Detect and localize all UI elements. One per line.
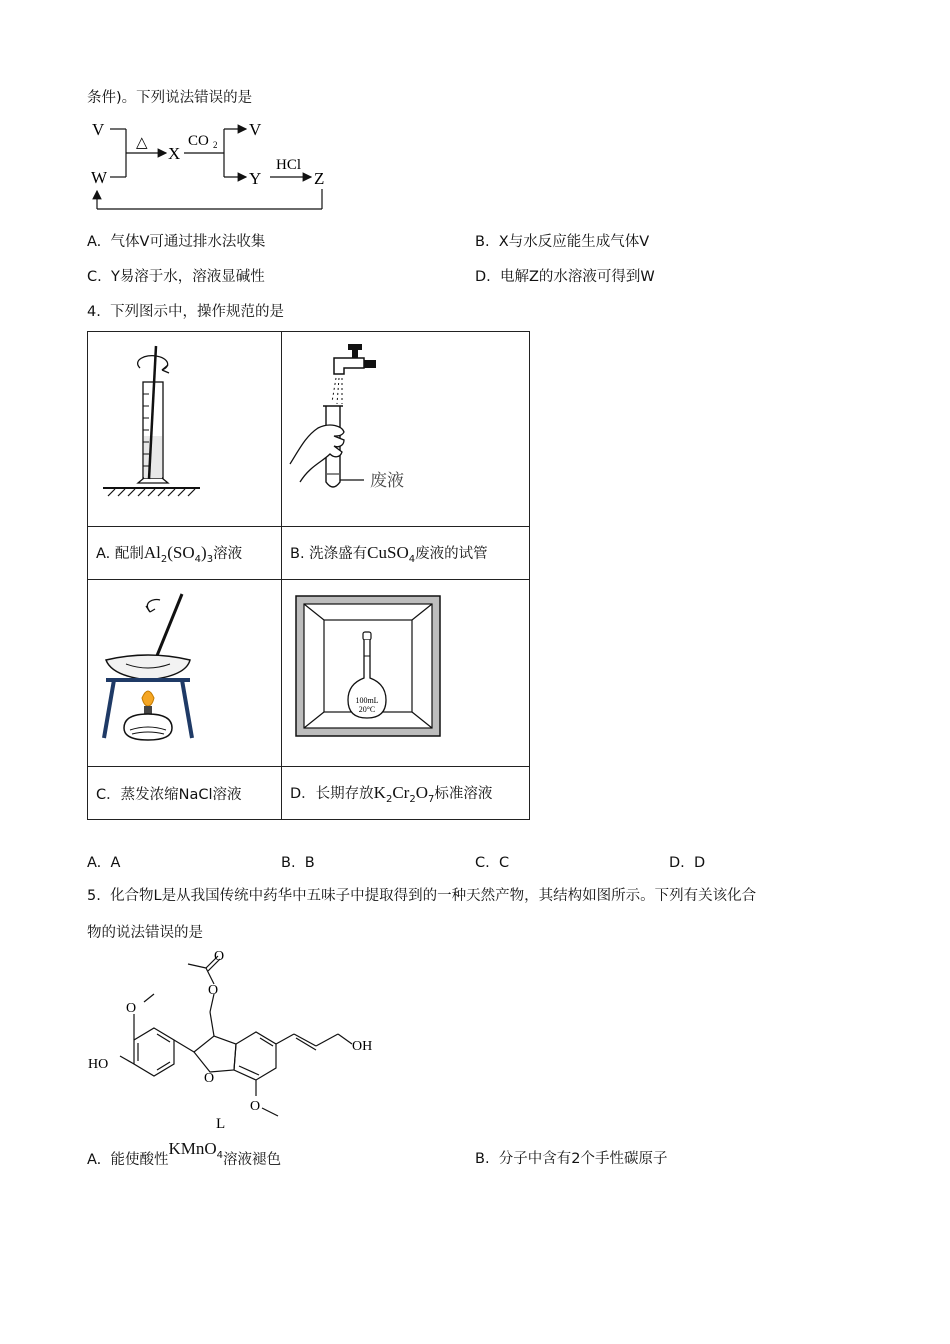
q4-option-a[interactable]: A. A bbox=[87, 855, 121, 871]
q3-stem-tail: 条件)。下列说法错误的是 bbox=[87, 90, 253, 106]
figure-b-waste-label: 废液 bbox=[370, 471, 404, 490]
caption-c: C．蒸发浓缩NaCl溶液 bbox=[88, 767, 282, 820]
reaction-scheme bbox=[86, 115, 346, 215]
ring-oxygen: O bbox=[204, 1071, 215, 1086]
q3-option-b[interactable]: B. X与水反应能生成气体V bbox=[475, 234, 650, 250]
evaporating-dish-figure bbox=[88, 580, 281, 762]
graduated-cylinder-figure bbox=[88, 332, 281, 522]
volumetric-flask-cabinet-figure bbox=[282, 580, 529, 762]
figure-d-cell bbox=[282, 580, 530, 767]
hydroxyl-ho-label: HO bbox=[88, 1057, 109, 1072]
hydroxyl-oh-label: OH bbox=[352, 1039, 373, 1054]
q3-option-d[interactable]: D. 电解Z的水溶液可得到W bbox=[475, 269, 655, 285]
q5-stem-line-2: 物的说法错误的是 bbox=[87, 925, 203, 941]
scheme-hcl: HCl bbox=[276, 157, 302, 173]
compound-name-l: L bbox=[216, 1116, 226, 1132]
scheme-w: W bbox=[91, 168, 108, 187]
caption-a: A. 配制$Al_2(SO_4)_3$溶液 bbox=[88, 527, 282, 580]
scheme-co2: CO bbox=[188, 133, 209, 149]
q4-option-b[interactable]: B. B bbox=[281, 855, 315, 871]
flask-label-temperature: 20°C bbox=[358, 705, 376, 714]
figure-c-cell bbox=[88, 580, 282, 767]
q4-option-c[interactable]: C. C bbox=[475, 855, 510, 871]
caption-d: D．长期存放$K_2Cr_2O_7$标准溶液 bbox=[282, 767, 530, 820]
faucet-test-tube-figure bbox=[282, 332, 529, 522]
scheme-x: X bbox=[168, 144, 181, 163]
scheme-co2-sub: 2 bbox=[213, 140, 218, 150]
q3-option-c[interactable]: C. Y易溶于水，溶液显碱性 bbox=[87, 269, 265, 285]
methoxy-oxygen-2: O bbox=[250, 1099, 261, 1114]
scheme-v2: V bbox=[249, 120, 262, 139]
q4-option-d[interactable]: D. D bbox=[669, 855, 706, 871]
q3-option-a[interactable]: A. 气体V可通过排水法收集 bbox=[87, 234, 266, 250]
compound-l-structure bbox=[84, 950, 384, 1135]
caption-b: B. 洗涤盛有CuSO$_4$废液的试管 bbox=[282, 527, 530, 580]
scheme-z: Z bbox=[314, 169, 325, 188]
scheme-heat: △ bbox=[136, 135, 148, 151]
q4-figure-table bbox=[87, 331, 530, 820]
ester-oxygen: O bbox=[208, 983, 219, 998]
carbonyl-oxygen: O bbox=[214, 950, 225, 964]
methoxy-oxygen-1: O bbox=[126, 1001, 137, 1016]
flask-label-volume: 100mL bbox=[355, 696, 379, 705]
q4-stem: 4. 下列图示中，操作规范的是 bbox=[87, 304, 285, 320]
scheme-v1: V bbox=[92, 120, 105, 139]
q5-stem-line-1: 5. 化合物L是从我国传统中药华中五味子中提取得到的一种天然产物，其结构如图所示。下列有关该化合 bbox=[87, 888, 757, 904]
q5-option-a[interactable]: A. 能使酸性KMnO$_4$溶液褪色 bbox=[87, 1139, 282, 1168]
scheme-y: Y bbox=[249, 169, 262, 188]
figure-b-cell bbox=[282, 332, 530, 527]
q5-option-b[interactable]: B. 分子中含有2个手性碳原子 bbox=[475, 1151, 668, 1167]
figure-a-cell bbox=[88, 332, 282, 527]
